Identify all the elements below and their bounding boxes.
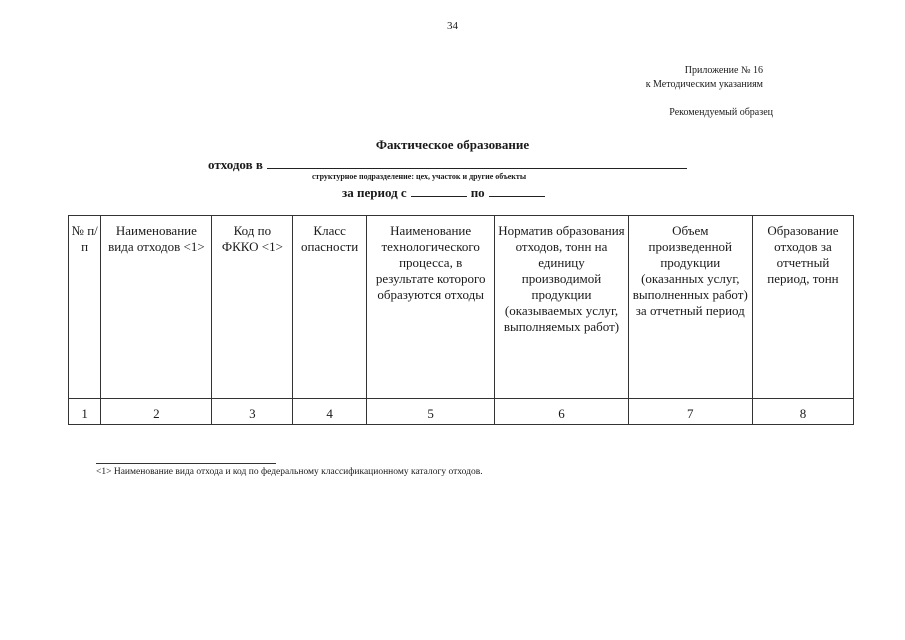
document-title: Фактическое образование — [375, 137, 530, 152]
table-row — [69, 399, 854, 425]
header-process-name: Наименование технологического процесса, в результате которого образуются отходы — [367, 216, 495, 399]
header-hazard-class: Класс опасности — [293, 216, 367, 399]
column-number-cell: 8 — [752, 399, 853, 425]
header-number: № п/п — [69, 216, 101, 399]
column-number-cell: 7 — [628, 399, 752, 425]
period-line — [342, 184, 549, 201]
page-number: 34 — [447, 20, 458, 32]
header-waste-name: Наименование вида отходов <1> — [101, 216, 212, 399]
recommended-sample-label: Рекомендуемый образец — [669, 107, 773, 118]
header-waste-generated: Образование отходов за отчетный период, тонн — [752, 216, 853, 399]
column-number-cell: 6 — [495, 399, 628, 425]
column-number-cell: 2 — [101, 399, 212, 425]
column-number-cell: 1 — [69, 399, 101, 425]
period-to-blank — [489, 184, 545, 197]
subdivision-hint: структурное подразделение: цех, участок и другие объекты — [312, 172, 527, 181]
waste-table — [68, 215, 854, 425]
header-production-volume: Объем произведенной продукции (оказанных услуг, выполненных работ) за отчетный период — [628, 216, 752, 399]
header-generation-norm: Норматив образования отходов, тонн на единицу производимой продукции (оказываемых услуг, выполняемых работ) — [495, 216, 628, 399]
footnote-divider — [96, 463, 276, 464]
table-header-row — [69, 216, 854, 399]
column-number-cell: 5 — [367, 399, 495, 425]
column-number-cell: 4 — [293, 399, 367, 425]
period-from-label: за период с — [342, 185, 407, 200]
period-from-blank — [411, 184, 467, 197]
appendix-line-2: к Методическим указаниям — [645, 79, 763, 90]
waste-label: отходов в — [208, 157, 263, 172]
header-fkko-code: Код по ФККО <1> — [212, 216, 293, 399]
subdivision-blank — [267, 156, 687, 169]
footnote: <1> Наименование вида отхода и код по федеральному классификационному каталогу отходов. — [96, 467, 483, 477]
appendix-reference — [646, 64, 763, 92]
period-to-label: по — [470, 185, 485, 200]
waste-subdivision-line — [208, 156, 687, 173]
column-number-cell: 3 — [212, 399, 293, 425]
appendix-line-1: Приложение № 16 — [684, 65, 763, 76]
